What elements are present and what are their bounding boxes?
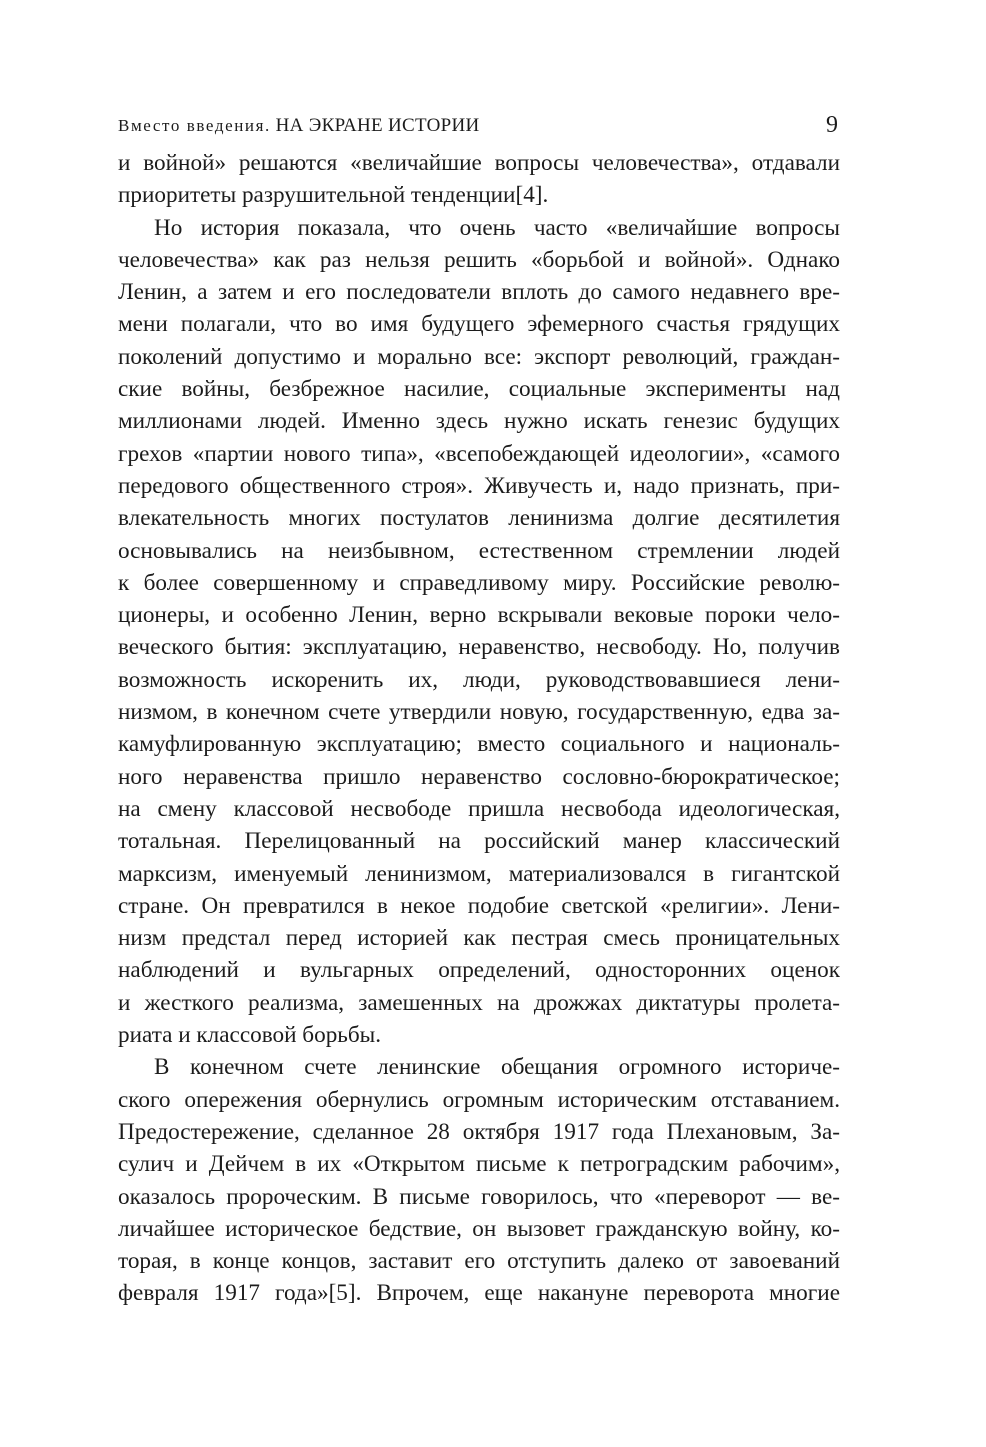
text-line: на смену классовой несвободе пришла несвобода идеологическая, xyxy=(118,795,840,822)
text-line: камуфлированную эксплуатацию; вместо социального и националь- xyxy=(118,731,840,758)
text-line: миллионами людей. Именно здесь нужно искать генезис будущих xyxy=(118,408,840,435)
page-number: 9 xyxy=(826,112,838,138)
text-line: Предостережение, сделанное 28 октября 1917 года Плехановым, За- xyxy=(118,1118,840,1145)
text-line: риата и классовой борьбы. xyxy=(118,1022,382,1049)
text-line: основывались на неизбывном, естественном стремлении людей xyxy=(118,537,840,564)
text-line: влекательность многих постулатов ленинизма долгие десятилетия xyxy=(118,505,840,532)
text-line: возможность искоренить их, люди, руководствовавшиеся лени- xyxy=(118,666,840,693)
text-line: низмом, в конечном счете утвердили новую, государственную, едва за- xyxy=(118,699,840,726)
text-line: ного неравенства пришло неравенство сословно-бюрократическое; xyxy=(118,763,840,790)
text-line: марксизм, именуемый ленинизмом, материализовался в гигантской xyxy=(118,860,840,887)
text-line: оказалось пророческим. В письме говорилось, что «переворот — ве- xyxy=(118,1183,840,1210)
text-line: ского опережения обернулись огромным историческим отставанием. xyxy=(118,1086,840,1113)
text-line: ские войны, безбрежное насилие, социальные эксперименты над xyxy=(118,376,840,403)
text-line: поколений допустимо и морально все: экспорт революций, граждан- xyxy=(118,343,840,370)
text-line: грехов «партии нового типа», «всепобеждающей идеологии», «самого xyxy=(118,440,840,467)
text-line: приоритеты разрушительной тенденции[4]. xyxy=(118,182,549,209)
text-line: В конечном счете ленинские обещания огромного историче- xyxy=(154,1054,840,1081)
text-line: передового общественного строя». Живучесть и, надо признать, при- xyxy=(118,472,840,499)
text-line: низм предстал перед историей как пестрая смесь проницательных xyxy=(118,925,840,952)
text-line: Но история показала, что очень часто «величайшие вопросы xyxy=(154,214,840,241)
text-line: и жесткого реализма, замешенных на дрожжах диктатуры пролета- xyxy=(118,989,840,1016)
section-title xyxy=(118,114,480,138)
text-line: веческого бытия: эксплуатацию, неравенство, несвободу. Но, получив xyxy=(118,634,840,661)
text-line: сулич и Дейчем в их «Открытом письме к петроградским рабочим», xyxy=(118,1151,840,1178)
text-line: и войной» решаются «величайшие вопросы человечества», отдавали xyxy=(118,150,840,176)
text-line: Ленин, а затем и его последователи вплоть до самого недавнего вре- xyxy=(118,279,840,306)
text-line: наблюдений и вульгарных определений, односторонних оценок xyxy=(118,957,840,984)
text-line: стране. Он превратился в некое подобие светской «религии». Лени- xyxy=(118,892,840,919)
running-head xyxy=(118,110,840,144)
text-line: февраля 1917 года»[5]. Впрочем, еще накануне переворота многие xyxy=(118,1280,840,1307)
text-line: тотальная. Перелицованный на российский манер классический xyxy=(118,828,840,855)
text-line: к более совершенному и справедливому миру. Российские револю- xyxy=(118,569,840,596)
body-text xyxy=(118,147,840,1310)
section-title-prefix: Вместо введения. xyxy=(118,116,271,135)
text-line: мени полагали, что во имя будущего эфемерного счастья грядущих xyxy=(118,311,840,338)
text-line: личайшее историческое бедствие, он вызовет гражданскую войну, ко- xyxy=(118,1215,840,1242)
text-line: торая, в конце концов, заставит его отступить далеко от завоеваний xyxy=(118,1248,840,1275)
text-line: ционеры, и особенно Ленин, верно вскрывали вековые пороки чело- xyxy=(118,602,840,629)
book-page xyxy=(118,110,840,1310)
text-line: человечества» как раз нельзя решить «борьбой и войной». Однако xyxy=(118,246,840,273)
section-title-caps: НА ЭКРАНЕ ИСТОРИИ xyxy=(275,115,480,136)
